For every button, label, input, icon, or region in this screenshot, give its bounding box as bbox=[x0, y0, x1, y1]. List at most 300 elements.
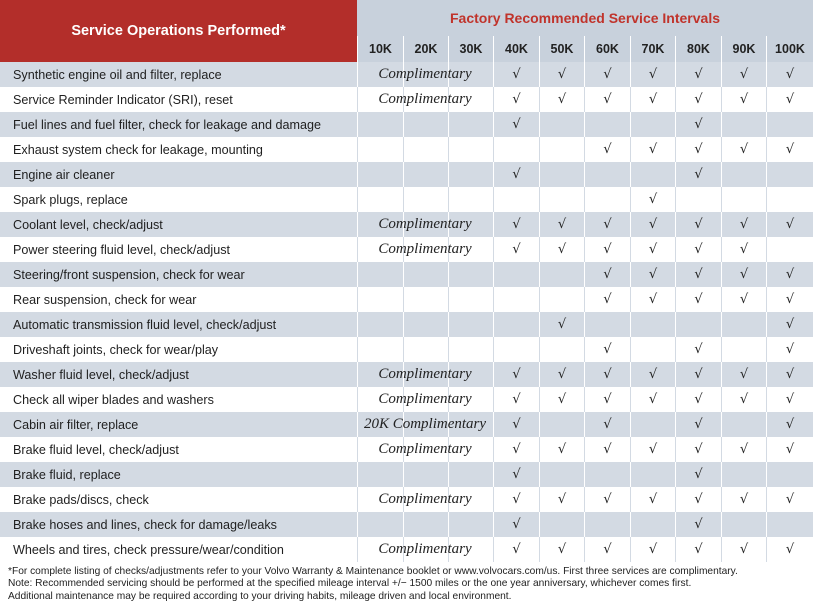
interval-cell bbox=[493, 262, 539, 287]
check-mark: √ bbox=[785, 542, 795, 557]
interval-cell bbox=[493, 62, 539, 87]
check-mark: √ bbox=[603, 292, 612, 307]
interval-cell bbox=[630, 187, 675, 212]
interval-cell bbox=[584, 512, 630, 537]
check-mark: √ bbox=[694, 442, 703, 457]
interval-cell bbox=[403, 287, 448, 312]
interval-cell bbox=[630, 287, 675, 312]
check-mark: √ bbox=[785, 442, 795, 457]
operation-label: Automatic transmission fluid level, check/adjust bbox=[13, 317, 277, 332]
check-mark: √ bbox=[739, 217, 749, 232]
interval-cell bbox=[721, 87, 766, 112]
interval-cell bbox=[493, 287, 539, 312]
interval-header: 100K bbox=[766, 36, 813, 62]
interval-cell bbox=[721, 212, 766, 237]
interval-cell bbox=[357, 337, 403, 362]
interval-cell bbox=[675, 537, 721, 562]
interval-cell bbox=[721, 287, 766, 312]
interval-cell bbox=[766, 287, 813, 312]
check-mark: √ bbox=[648, 267, 658, 282]
check-mark: √ bbox=[694, 167, 703, 182]
interval-cell bbox=[675, 412, 721, 437]
interval-cell bbox=[539, 212, 584, 237]
interval-cell bbox=[630, 312, 675, 337]
interval-cell bbox=[721, 162, 766, 187]
interval-cell bbox=[584, 337, 630, 362]
interval-cell bbox=[493, 387, 539, 412]
check-mark: √ bbox=[694, 92, 703, 107]
check-mark: √ bbox=[739, 92, 749, 107]
interval-cell bbox=[675, 137, 721, 162]
check-mark: √ bbox=[512, 217, 521, 232]
interval-cell bbox=[630, 212, 675, 237]
check-mark: √ bbox=[785, 392, 795, 407]
interval-cell bbox=[630, 537, 675, 562]
operation-label: Fuel lines and fuel filter, check for leakage and damage bbox=[13, 117, 322, 132]
interval-cell bbox=[448, 112, 493, 137]
check-mark: √ bbox=[648, 542, 658, 557]
operation-label: Exhaust system check for leakage, mounting bbox=[13, 142, 263, 157]
interval-cell bbox=[584, 412, 630, 437]
operation-label: Cabin air filter, replace bbox=[13, 417, 139, 432]
check-mark: √ bbox=[512, 442, 521, 457]
check-mark: √ bbox=[648, 217, 658, 232]
interval-cell bbox=[630, 462, 675, 487]
interval-cell bbox=[675, 312, 721, 337]
interval-cell bbox=[539, 537, 584, 562]
interval-cell bbox=[766, 62, 813, 87]
check-mark: √ bbox=[785, 267, 795, 282]
check-mark: √ bbox=[557, 492, 567, 507]
check-mark: √ bbox=[739, 267, 749, 282]
interval-header: 30K bbox=[448, 36, 493, 62]
check-mark: √ bbox=[739, 142, 749, 157]
operation-label: Driveshaft joints, check for wear/play bbox=[13, 342, 219, 357]
check-mark: √ bbox=[603, 392, 612, 407]
interval-cell bbox=[584, 437, 630, 462]
interval-cell bbox=[493, 437, 539, 462]
interval-cell bbox=[766, 212, 813, 237]
interval-cell bbox=[403, 462, 448, 487]
interval-cell bbox=[766, 312, 813, 337]
interval-cell bbox=[357, 112, 403, 137]
check-mark: √ bbox=[512, 92, 521, 107]
interval-cell bbox=[357, 187, 403, 212]
check-mark: √ bbox=[557, 67, 567, 82]
interval-cell bbox=[448, 187, 493, 212]
check-mark: √ bbox=[557, 92, 567, 107]
interval-cell bbox=[630, 237, 675, 262]
interval-cell bbox=[539, 287, 584, 312]
check-mark: √ bbox=[785, 342, 795, 357]
check-mark: √ bbox=[648, 92, 658, 107]
interval-cell bbox=[584, 137, 630, 162]
operation-label: Steering/front suspension, check for wear bbox=[13, 267, 245, 282]
check-mark: √ bbox=[512, 167, 521, 182]
interval-cell bbox=[357, 462, 403, 487]
interval-cell bbox=[539, 512, 584, 537]
interval-cell bbox=[721, 387, 766, 412]
complimentary-label: 20K Complimentary bbox=[363, 416, 487, 432]
check-mark: √ bbox=[648, 392, 658, 407]
check-mark: √ bbox=[512, 392, 521, 407]
interval-cell bbox=[630, 337, 675, 362]
interval-cell bbox=[584, 112, 630, 137]
interval-cell bbox=[721, 437, 766, 462]
check-mark: √ bbox=[557, 242, 567, 257]
interval-cell bbox=[584, 212, 630, 237]
interval-cell bbox=[584, 537, 630, 562]
interval-cell bbox=[721, 462, 766, 487]
check-mark: √ bbox=[694, 517, 703, 532]
interval-header: 70K bbox=[630, 36, 675, 62]
check-mark: √ bbox=[557, 317, 567, 332]
complimentary-label: Complimentary bbox=[378, 391, 472, 407]
interval-header: 60K bbox=[584, 36, 630, 62]
complimentary-label: Complimentary bbox=[378, 441, 472, 457]
interval-cell bbox=[675, 162, 721, 187]
check-mark: √ bbox=[648, 367, 658, 382]
interval-cell bbox=[403, 262, 448, 287]
check-mark: √ bbox=[603, 492, 612, 507]
interval-cell bbox=[721, 262, 766, 287]
interval-cell bbox=[766, 337, 813, 362]
interval-cell bbox=[493, 237, 539, 262]
interval-cell bbox=[721, 312, 766, 337]
check-mark: √ bbox=[557, 442, 567, 457]
interval-cell bbox=[448, 462, 493, 487]
interval-cell bbox=[403, 187, 448, 212]
interval-cell bbox=[493, 537, 539, 562]
check-mark: √ bbox=[694, 392, 703, 407]
interval-cell bbox=[539, 412, 584, 437]
interval-cell bbox=[675, 87, 721, 112]
check-mark: √ bbox=[512, 492, 521, 507]
check-mark: √ bbox=[603, 542, 612, 557]
check-mark: √ bbox=[785, 417, 795, 432]
interval-cell bbox=[584, 87, 630, 112]
interval-cell bbox=[675, 512, 721, 537]
interval-cell bbox=[584, 487, 630, 512]
interval-cell bbox=[493, 187, 539, 212]
check-mark: √ bbox=[512, 517, 521, 532]
interval-cell bbox=[539, 187, 584, 212]
complimentary-label: Complimentary bbox=[378, 541, 472, 557]
operation-label: Power steering fluid level, check/adjust bbox=[13, 242, 231, 257]
interval-cell bbox=[403, 112, 448, 137]
interval-cell bbox=[766, 362, 813, 387]
check-mark: √ bbox=[739, 492, 749, 507]
interval-cell bbox=[357, 287, 403, 312]
check-mark: √ bbox=[694, 217, 703, 232]
interval-cell bbox=[675, 387, 721, 412]
interval-cell bbox=[539, 62, 584, 87]
check-mark: √ bbox=[694, 142, 703, 157]
check-mark: √ bbox=[512, 117, 521, 132]
interval-cell bbox=[539, 337, 584, 362]
interval-cell bbox=[493, 412, 539, 437]
interval-cell bbox=[766, 87, 813, 112]
check-mark: √ bbox=[512, 467, 521, 482]
check-mark: √ bbox=[648, 67, 658, 82]
operation-label: Brake fluid level, check/adjust bbox=[13, 442, 179, 457]
interval-cell bbox=[493, 362, 539, 387]
check-mark: √ bbox=[739, 442, 749, 457]
check-mark: √ bbox=[603, 92, 612, 107]
check-mark: √ bbox=[785, 367, 795, 382]
operations-header: Service Operations Performed* bbox=[0, 0, 357, 62]
operation-label: Synthetic engine oil and filter, replace bbox=[13, 67, 222, 82]
interval-cell bbox=[766, 262, 813, 287]
interval-cell bbox=[493, 162, 539, 187]
interval-cell bbox=[675, 187, 721, 212]
operation-label: Engine air cleaner bbox=[13, 167, 115, 182]
interval-cell bbox=[721, 362, 766, 387]
interval-cell bbox=[539, 262, 584, 287]
interval-cell bbox=[539, 112, 584, 137]
interval-cell bbox=[630, 262, 675, 287]
interval-cell bbox=[584, 362, 630, 387]
interval-header: 80K bbox=[675, 36, 721, 62]
check-mark: √ bbox=[557, 542, 567, 557]
interval-cell bbox=[766, 487, 813, 512]
interval-cell bbox=[675, 212, 721, 237]
interval-cell bbox=[766, 462, 813, 487]
interval-cell bbox=[721, 412, 766, 437]
check-mark: √ bbox=[603, 142, 612, 157]
interval-cell bbox=[630, 362, 675, 387]
interval-cell bbox=[675, 287, 721, 312]
interval-cell bbox=[630, 162, 675, 187]
interval-cell bbox=[721, 487, 766, 512]
interval-cell bbox=[721, 512, 766, 537]
check-mark: √ bbox=[648, 492, 658, 507]
interval-cell bbox=[675, 362, 721, 387]
interval-header: 10K bbox=[357, 36, 403, 62]
check-mark: √ bbox=[648, 292, 658, 307]
check-mark: √ bbox=[603, 367, 612, 382]
interval-cell bbox=[675, 237, 721, 262]
operation-label: Brake hoses and lines, check for damage/leaks bbox=[13, 517, 277, 532]
interval-header: 50K bbox=[539, 36, 584, 62]
check-mark: √ bbox=[648, 142, 658, 157]
interval-cell bbox=[357, 137, 403, 162]
interval-cell bbox=[493, 512, 539, 537]
interval-cell bbox=[539, 312, 584, 337]
interval-cell bbox=[675, 437, 721, 462]
interval-cell bbox=[539, 362, 584, 387]
interval-cell bbox=[766, 512, 813, 537]
interval-cell bbox=[630, 62, 675, 87]
interval-cell bbox=[448, 287, 493, 312]
interval-cell bbox=[766, 187, 813, 212]
interval-cell bbox=[721, 137, 766, 162]
interval-cell bbox=[493, 137, 539, 162]
interval-cell bbox=[584, 387, 630, 412]
interval-cell bbox=[630, 437, 675, 462]
check-mark: √ bbox=[603, 267, 612, 282]
interval-cell bbox=[675, 462, 721, 487]
operation-label: Check all wiper blades and washers bbox=[13, 392, 214, 407]
check-mark: √ bbox=[603, 217, 612, 232]
operation-label: Washer fluid level, check/adjust bbox=[13, 367, 189, 382]
check-mark: √ bbox=[694, 292, 703, 307]
interval-cell bbox=[675, 112, 721, 137]
operation-label: Wheels and tires, check pressure/wear/condition bbox=[13, 542, 284, 557]
interval-cell bbox=[721, 112, 766, 137]
check-mark: √ bbox=[512, 67, 521, 82]
check-mark: √ bbox=[648, 442, 658, 457]
interval-cell bbox=[675, 62, 721, 87]
check-mark: √ bbox=[603, 417, 612, 432]
interval-header: 20K bbox=[403, 36, 448, 62]
check-mark: √ bbox=[694, 417, 703, 432]
interval-cell bbox=[630, 87, 675, 112]
interval-cell bbox=[493, 337, 539, 362]
check-mark: √ bbox=[694, 242, 703, 257]
interval-cell bbox=[630, 512, 675, 537]
interval-cell bbox=[448, 137, 493, 162]
check-mark: √ bbox=[648, 242, 658, 257]
check-mark: √ bbox=[739, 392, 749, 407]
interval-cell bbox=[721, 187, 766, 212]
complimentary-label: Complimentary bbox=[378, 216, 472, 232]
operation-label: Rear suspension, check for wear bbox=[13, 292, 197, 307]
interval-cell bbox=[539, 237, 584, 262]
interval-cell bbox=[584, 237, 630, 262]
interval-cell bbox=[630, 487, 675, 512]
interval-cell bbox=[766, 437, 813, 462]
check-mark: √ bbox=[785, 142, 795, 157]
check-mark: √ bbox=[694, 342, 703, 357]
interval-cell bbox=[403, 337, 448, 362]
interval-cell bbox=[539, 437, 584, 462]
complimentary-label: Complimentary bbox=[378, 91, 472, 107]
interval-cell bbox=[584, 162, 630, 187]
interval-cell bbox=[766, 112, 813, 137]
interval-cell bbox=[584, 287, 630, 312]
interval-cell bbox=[721, 62, 766, 87]
interval-cell bbox=[630, 387, 675, 412]
interval-cell bbox=[766, 412, 813, 437]
interval-cell bbox=[357, 312, 403, 337]
interval-cell bbox=[766, 387, 813, 412]
complimentary-label: Complimentary bbox=[378, 491, 472, 507]
interval-cell bbox=[721, 537, 766, 562]
interval-header: 40K bbox=[493, 36, 539, 62]
check-mark: √ bbox=[557, 217, 567, 232]
intervals-header: Factory Recommended Service Intervals bbox=[357, 0, 813, 36]
interval-cell bbox=[766, 537, 813, 562]
operation-label: Spark plugs, replace bbox=[13, 192, 128, 207]
check-mark: √ bbox=[603, 242, 612, 257]
interval-cell bbox=[584, 312, 630, 337]
interval-cell bbox=[539, 387, 584, 412]
interval-cell bbox=[493, 112, 539, 137]
check-mark: √ bbox=[739, 542, 749, 557]
check-mark: √ bbox=[739, 67, 749, 82]
footnote-line: Additional maintenance may be required according to your driving habits, mileage driven and local environment. bbox=[8, 590, 512, 602]
interval-cell bbox=[584, 462, 630, 487]
interval-cell bbox=[493, 212, 539, 237]
interval-cell bbox=[584, 262, 630, 287]
interval-cell bbox=[539, 487, 584, 512]
interval-cell bbox=[630, 137, 675, 162]
complimentary-label: Complimentary bbox=[378, 366, 472, 382]
check-mark: √ bbox=[785, 292, 795, 307]
footnote-line: Note: Recommended servicing should be performed at the specified mileage interval +/− 1500 miles or the one year anniversary, whichever comes first. bbox=[8, 578, 692, 590]
check-mark: √ bbox=[512, 242, 521, 257]
check-mark: √ bbox=[694, 67, 703, 82]
interval-cell bbox=[539, 462, 584, 487]
check-mark: √ bbox=[694, 467, 703, 482]
check-mark: √ bbox=[785, 217, 795, 232]
check-mark: √ bbox=[512, 417, 521, 432]
interval-cell bbox=[766, 237, 813, 262]
check-mark: √ bbox=[557, 367, 567, 382]
interval-cell bbox=[448, 337, 493, 362]
check-mark: √ bbox=[603, 67, 612, 82]
check-mark: √ bbox=[785, 317, 795, 332]
operation-label: Brake pads/discs, check bbox=[13, 492, 149, 507]
interval-cell bbox=[403, 137, 448, 162]
check-mark: √ bbox=[739, 242, 749, 257]
interval-cell bbox=[403, 512, 448, 537]
check-mark: √ bbox=[603, 342, 612, 357]
interval-cell bbox=[539, 162, 584, 187]
check-mark: √ bbox=[694, 367, 703, 382]
check-mark: √ bbox=[694, 117, 703, 132]
check-mark: √ bbox=[648, 192, 658, 207]
interval-cell bbox=[766, 162, 813, 187]
check-mark: √ bbox=[694, 542, 703, 557]
check-mark: √ bbox=[512, 367, 521, 382]
interval-cell bbox=[357, 162, 403, 187]
interval-cell bbox=[721, 337, 766, 362]
interval-cell bbox=[539, 137, 584, 162]
complimentary-label: Complimentary bbox=[378, 241, 472, 257]
interval-cell bbox=[403, 312, 448, 337]
check-mark: √ bbox=[739, 367, 749, 382]
check-mark: √ bbox=[785, 92, 795, 107]
interval-cell bbox=[630, 112, 675, 137]
operation-label: Service Reminder Indicator (SRI), reset bbox=[13, 92, 233, 107]
interval-header: 90K bbox=[721, 36, 766, 62]
interval-cell bbox=[493, 87, 539, 112]
interval-cell bbox=[357, 512, 403, 537]
interval-cell bbox=[403, 162, 448, 187]
interval-cell bbox=[721, 237, 766, 262]
interval-cell bbox=[630, 412, 675, 437]
check-mark: √ bbox=[694, 492, 703, 507]
interval-cell bbox=[448, 262, 493, 287]
check-mark: √ bbox=[694, 267, 703, 282]
interval-cell bbox=[584, 62, 630, 87]
interval-cell bbox=[493, 462, 539, 487]
interval-cell bbox=[448, 512, 493, 537]
interval-cell bbox=[675, 487, 721, 512]
interval-cell bbox=[766, 137, 813, 162]
check-mark: √ bbox=[557, 392, 567, 407]
check-mark: √ bbox=[739, 292, 749, 307]
check-mark: √ bbox=[785, 492, 795, 507]
interval-cell bbox=[448, 312, 493, 337]
footnote bbox=[8, 566, 808, 603]
operation-label: Brake fluid, replace bbox=[13, 467, 121, 482]
check-mark: √ bbox=[603, 442, 612, 457]
interval-cell bbox=[584, 187, 630, 212]
interval-cell bbox=[493, 487, 539, 512]
